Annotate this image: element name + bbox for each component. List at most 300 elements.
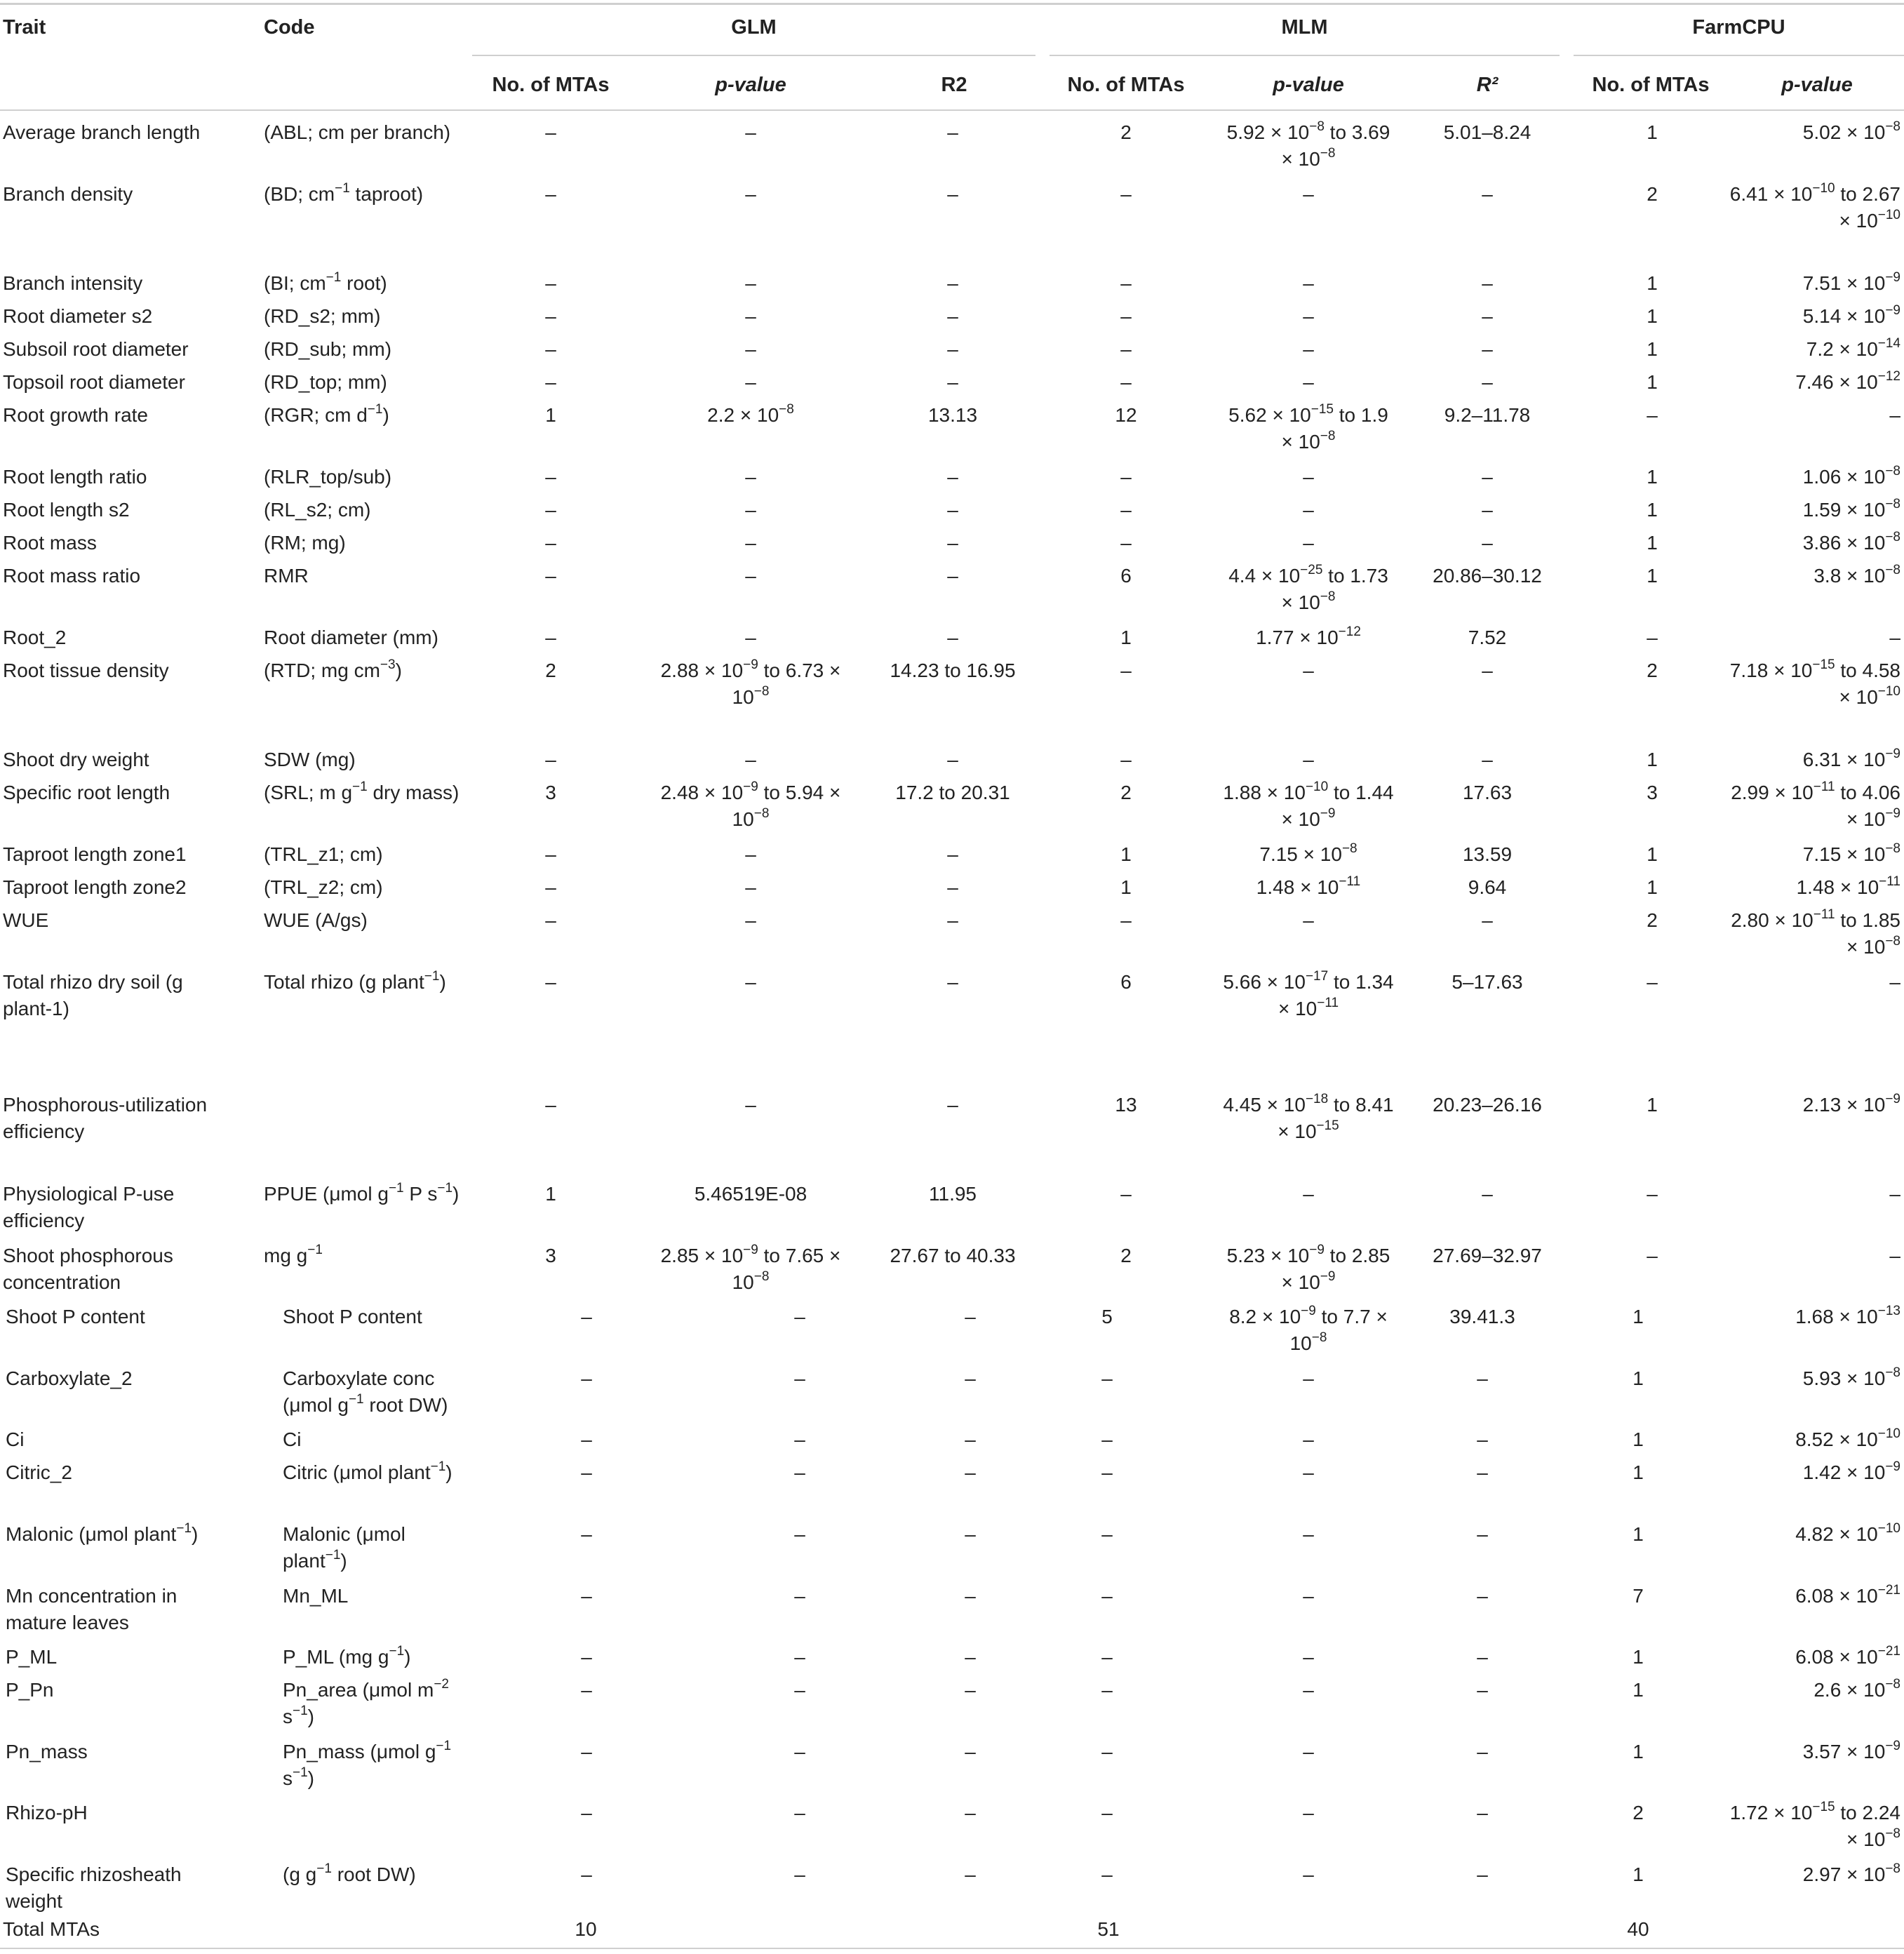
cell-glm-r: – xyxy=(947,909,958,931)
cell-glm-n: – xyxy=(581,1863,592,1885)
cell-mlm-r: – xyxy=(1477,1741,1488,1762)
table-bottom-rule xyxy=(0,1948,1904,1949)
cell-glm-p: – xyxy=(745,272,756,294)
cell-glm-p: – xyxy=(794,1741,805,1762)
cell-glm-n: – xyxy=(581,1428,592,1450)
cell-trait: Physiological P-use efficiency xyxy=(3,1183,175,1231)
cell-glm-p: – xyxy=(794,1646,805,1668)
total-glm: 10 xyxy=(575,1918,597,1940)
cell-glm-r: – xyxy=(947,971,958,993)
cell-mlm-p: – xyxy=(1303,532,1314,554)
cell-mlm-n: – xyxy=(1120,749,1132,770)
cell-mlm-n: – xyxy=(1101,1523,1113,1545)
cell-trait: Taproot length zone2 xyxy=(3,876,187,898)
cell-glm-p: – xyxy=(745,371,756,393)
cell-mlm-p: $7.15 \times 10^{-8}$ xyxy=(1259,841,1357,865)
cell-code: Mn_ML xyxy=(283,1585,349,1607)
cell-farm-p: $2.80 \times 10^{-11}$ to $1.85 \times 10^{-8}$ xyxy=(1731,906,1900,958)
cell-farm-p: $2.6 \times 10^{-8}$ xyxy=(1814,1676,1900,1701)
cell-mlm-p: – xyxy=(1303,1523,1314,1545)
cell-glm-p: $2.88 \times 10^{-9}$ to $6.73 \times 10^{-8}$ xyxy=(660,657,841,708)
cell-farm-n: – xyxy=(1647,627,1658,648)
cell-farm-p: $6.08 \times 10^{-21}$ xyxy=(1795,1643,1900,1668)
header-glm-r2: R2 xyxy=(941,74,967,96)
total-mlm: 51 xyxy=(1097,1918,1120,1940)
cell-mlm-r: – xyxy=(1477,1367,1488,1389)
cell-mlm-p: – xyxy=(1303,499,1314,521)
cell-glm-r: – xyxy=(947,876,958,898)
cell-glm-r: 14.23 to 16.95 xyxy=(890,660,1016,681)
cell-glm-r: – xyxy=(965,1741,976,1762)
cell-mlm-p: – xyxy=(1303,1183,1314,1205)
cell-mlm-n: – xyxy=(1101,1646,1113,1668)
cell-glm-n: – xyxy=(581,1585,592,1607)
cell-farm-n: 1 xyxy=(1633,1428,1644,1450)
cell-mlm-p: $5.92 \times 10^{-8}$ to $3.69 \times 10^{-8}$ xyxy=(1226,119,1390,170)
cell-code: Pn_mass (μmol $g^{-1}$ $s^{-1}$) xyxy=(283,1738,452,1789)
cell-code: (RL_s2; cm) xyxy=(264,499,371,521)
cell-glm-r: – xyxy=(947,749,958,770)
cell-mlm-p: – xyxy=(1303,371,1314,393)
cell-farm-n: 1 xyxy=(1647,338,1658,360)
cell-trait: WUE xyxy=(3,909,49,931)
cell-farm-p: $8.52 \times 10^{-10}$ xyxy=(1795,1426,1900,1450)
cell-glm-r: – xyxy=(965,1585,976,1607)
cell-farm-p: $1.68 \times 10^{-13}$ xyxy=(1795,1303,1900,1327)
cell-glm-n: – xyxy=(545,909,556,931)
cell-glm-n: – xyxy=(581,1306,592,1327)
cell-glm-n: – xyxy=(545,499,556,521)
cell-trait: Ci xyxy=(6,1428,25,1450)
cell-code: RMR xyxy=(264,565,309,587)
cell-mlm-n: 5 xyxy=(1101,1306,1113,1327)
cell-mlm-p: – xyxy=(1303,466,1314,488)
cell-mlm-r: 13.59 xyxy=(1462,843,1513,865)
cell-glm-n: – xyxy=(545,272,556,294)
cell-farm-p: – xyxy=(1889,404,1900,426)
total-label: Total MTAs xyxy=(3,1918,100,1940)
cell-glm-p: – xyxy=(794,1461,805,1483)
cell-glm-p: – xyxy=(745,627,756,648)
cell-mlm-p: – xyxy=(1303,1461,1314,1483)
cell-trait: Shoot phosphorous concentration xyxy=(3,1245,173,1293)
cell-code: (RM; mg) xyxy=(264,532,346,554)
cell-glm-p: 5.46519E-08 xyxy=(694,1183,807,1205)
cell-glm-n: – xyxy=(545,627,556,648)
cell-mlm-n: – xyxy=(1120,272,1132,294)
cell-code: PPUE (μmol $g^{-1}$ P $s^{-1}$) xyxy=(264,1180,460,1205)
cell-code: Pn_area (μmol $m^{-2}$ $s^{-1}$) xyxy=(283,1676,449,1727)
cell-code: Citric (μmol plant$^{-1}$) xyxy=(283,1459,452,1483)
cell-glm-r: – xyxy=(947,183,958,205)
cell-glm-n: – xyxy=(581,1461,592,1483)
cell-code: (ABL; cm per branch) xyxy=(264,121,451,143)
cell-farm-p: – xyxy=(1889,971,1900,993)
cell-farm-p: $7.46 \times 10^{-12}$ xyxy=(1795,368,1900,393)
header-trait: Trait xyxy=(3,16,46,39)
cell-code: (BD; $cm^{-1}$ taproot) xyxy=(264,180,424,205)
cell-farm-p: $2.99 \times 10^{-11}$ to $4.06 \times 10^{-9}$ xyxy=(1731,779,1900,830)
cell-mlm-r: – xyxy=(1477,1428,1488,1450)
cell-glm-r: – xyxy=(947,565,958,587)
cell-farm-n: 1 xyxy=(1633,1523,1644,1545)
cell-glm-n: – xyxy=(581,1523,592,1545)
cell-farm-n: 1 xyxy=(1647,532,1658,554)
cell-mlm-n: 1 xyxy=(1120,843,1132,865)
cell-glm-n: – xyxy=(581,1367,592,1389)
cell-farm-p: $5.14 \times 10^{-9}$ xyxy=(1802,302,1900,327)
cell-glm-r: 11.95 xyxy=(929,1183,977,1205)
cell-trait: Phosphorous-utilization efficiency xyxy=(3,1094,208,1142)
cell-farm-p: $5.02 \times 10^{-8}$ xyxy=(1802,119,1900,143)
cell-mlm-n: – xyxy=(1120,499,1132,521)
cell-farm-n: – xyxy=(1647,971,1658,993)
cell-farm-p: $7.51 \times 10^{-9}$ xyxy=(1802,269,1900,294)
cell-mlm-p: – xyxy=(1303,305,1314,327)
cell-glm-n: – xyxy=(545,305,556,327)
cell-glm-p: – xyxy=(745,971,756,993)
cell-glm-n: 3 xyxy=(545,782,556,803)
cell-mlm-r: 7.52 xyxy=(1468,627,1507,648)
header-farmcpu-mtas: No. of MTAs xyxy=(1592,74,1710,96)
cell-trait: Rhizo-pH xyxy=(6,1802,88,1823)
cell-glm-n: 1 xyxy=(545,1183,556,1205)
cell-farm-p: $3.8 \times 10^{-8}$ xyxy=(1814,562,1900,587)
cell-farm-n: 1 xyxy=(1633,1863,1644,1885)
cell-mlm-n: – xyxy=(1101,1679,1113,1701)
cell-glm-r: 27.67 to 40.33 xyxy=(890,1245,1016,1266)
cell-glm-r: – xyxy=(965,1428,976,1450)
cell-code: WUE (A/gs) xyxy=(264,909,368,931)
cell-mlm-n: 12 xyxy=(1115,404,1137,426)
cell-code: (RTD; mg $cm^{-3}$) xyxy=(264,657,402,681)
cell-mlm-r: – xyxy=(1482,371,1493,393)
cell-farm-n: 2 xyxy=(1633,1802,1644,1823)
header-farmcpu-pvalue: p-value xyxy=(1781,74,1853,96)
cell-code: Root diameter (mm) xyxy=(264,627,438,648)
cell-trait: Branch density xyxy=(3,183,133,205)
cell-glm-r: – xyxy=(965,1523,976,1545)
cell-glm-p: $2.48 \times 10^{-9}$ to $5.94 \times 10^{-8}$ xyxy=(660,779,841,830)
cell-trait: Specific rhizosheath weight xyxy=(6,1863,182,1912)
header-glm-mtas: No. of MTAs xyxy=(492,74,610,96)
cell-trait: Root tissue density xyxy=(3,660,169,681)
mlm-group-rule xyxy=(1050,55,1560,56)
cell-glm-n: – xyxy=(545,971,556,993)
cell-glm-n: 1 xyxy=(545,404,556,426)
cell-mlm-r: – xyxy=(1477,1585,1488,1607)
cell-trait: Pn_mass xyxy=(6,1741,88,1762)
cell-glm-r: – xyxy=(947,1094,958,1116)
cell-mlm-r: – xyxy=(1477,1523,1488,1545)
cell-glm-r: – xyxy=(965,1461,976,1483)
cell-mlm-p: $1.48 \times 10^{-11}$ xyxy=(1256,874,1361,898)
glm-group-rule xyxy=(472,55,1035,56)
cell-glm-r: – xyxy=(947,627,958,648)
cell-farm-n: 7 xyxy=(1633,1585,1644,1607)
cell-mlm-n: – xyxy=(1120,532,1132,554)
cell-farm-p: – xyxy=(1889,627,1900,648)
cell-mlm-p: – xyxy=(1303,660,1314,681)
cell-mlm-r: – xyxy=(1482,499,1493,521)
cell-mlm-n: 1 xyxy=(1120,627,1132,648)
cell-code: (TRL_z2; cm) xyxy=(264,876,383,898)
cell-mlm-n: 2 xyxy=(1120,121,1132,143)
cell-farm-n: 2 xyxy=(1647,909,1658,931)
cell-mlm-p: – xyxy=(1303,1863,1314,1885)
cell-glm-p: $2.85 \times 10^{-9}$ to $7.65 \times 10^{-8}$ xyxy=(660,1242,841,1293)
cell-trait: Root mass ratio xyxy=(3,565,141,587)
cell-code: (TRL_z1; cm) xyxy=(264,843,383,865)
cell-trait: P_Pn xyxy=(6,1679,54,1701)
cell-glm-n: – xyxy=(545,749,556,770)
cell-farm-n: 1 xyxy=(1647,272,1658,294)
cell-code: (BI; $cm^{-1}$ root) xyxy=(264,269,387,294)
cell-farm-n: 1 xyxy=(1633,1741,1644,1762)
cell-mlm-r: 20.23–26.16 xyxy=(1433,1094,1542,1116)
cell-mlm-r: 5–17.63 xyxy=(1452,971,1523,993)
cell-glm-p: – xyxy=(794,1679,805,1701)
cell-glm-n: – xyxy=(581,1802,592,1823)
cell-glm-r: – xyxy=(947,338,958,360)
cell-mlm-n: – xyxy=(1101,1741,1113,1762)
cell-code: P_ML (mg $g^{-1}$) xyxy=(283,1643,411,1668)
cell-mlm-p: – xyxy=(1303,909,1314,931)
cell-glm-n: – xyxy=(545,121,556,143)
cell-mlm-p: – xyxy=(1303,1585,1314,1607)
cell-glm-p: – xyxy=(745,466,756,488)
cell-mlm-n: 6 xyxy=(1120,565,1132,587)
cell-mlm-r: 20.86–30.12 xyxy=(1433,565,1542,587)
cell-mlm-n: – xyxy=(1120,305,1132,327)
cell-mlm-n: 6 xyxy=(1120,971,1132,993)
cell-mlm-p: – xyxy=(1303,1367,1314,1389)
cell-glm-p: – xyxy=(745,843,756,865)
cell-mlm-n: – xyxy=(1101,1802,1113,1823)
cell-trait: Malonic (μmol plant$^{-1}$) xyxy=(6,1520,199,1545)
cell-mlm-n: 1 xyxy=(1120,876,1132,898)
cell-mlm-n: 2 xyxy=(1120,1245,1132,1266)
header-code: Code xyxy=(264,16,315,39)
header-mlm-mtas: No. of MTAs xyxy=(1067,74,1185,96)
cell-farm-n: – xyxy=(1647,404,1658,426)
cell-mlm-r: – xyxy=(1482,1183,1493,1205)
cell-mlm-n: – xyxy=(1101,1428,1113,1450)
cell-mlm-n: – xyxy=(1120,1183,1132,1205)
cell-farm-p: $1.42 \times 10^{-9}$ xyxy=(1802,1459,1900,1483)
cell-mlm-r: – xyxy=(1482,305,1493,327)
total-farmcpu: 40 xyxy=(1627,1918,1649,1940)
cell-trait: Subsoil root diameter xyxy=(3,338,189,360)
cell-mlm-p: – xyxy=(1303,1646,1314,1668)
cell-farm-n: 1 xyxy=(1633,1306,1644,1327)
cell-mlm-r: 9.2–11.78 xyxy=(1444,404,1531,426)
cell-glm-n: – xyxy=(545,1094,556,1116)
cell-mlm-n: – xyxy=(1120,466,1132,488)
cell-mlm-n: – xyxy=(1120,338,1132,360)
header-farmcpu: FarmCPU xyxy=(1692,16,1785,39)
cell-farm-p: $7.18 \times 10^{-15}$ to $4.58 \times 10^{-10}$ xyxy=(1729,657,1900,708)
cell-mlm-p: – xyxy=(1303,1679,1314,1701)
cell-mlm-n: – xyxy=(1120,660,1132,681)
cell-code: Shoot P content xyxy=(283,1306,422,1327)
cell-code: (RGR; cm $d^{-1}$) xyxy=(264,401,389,426)
cell-mlm-n: – xyxy=(1101,1585,1113,1607)
cell-trait: Root mass xyxy=(3,532,97,554)
cell-farm-p: $2.97 \times 10^{-8}$ xyxy=(1802,1861,1900,1885)
cell-mlm-n: 2 xyxy=(1120,782,1132,803)
cell-mlm-p: – xyxy=(1303,183,1314,205)
cell-mlm-r: 9.64 xyxy=(1468,876,1507,898)
cell-farm-p: $3.86 \times 10^{-8}$ xyxy=(1802,529,1900,554)
cell-farm-p: $7.15 \times 10^{-8}$ xyxy=(1802,841,1900,865)
cell-mlm-r: – xyxy=(1482,660,1493,681)
cell-farm-n: 1 xyxy=(1633,1461,1644,1483)
cell-trait: Specific root length xyxy=(3,782,170,803)
cell-trait: Root growth rate xyxy=(3,404,148,426)
cell-mlm-n: – xyxy=(1101,1461,1113,1483)
cell-farm-p: $1.06 \times 10^{-8}$ xyxy=(1802,463,1900,488)
cell-code: (SRL; m $g^{-1}$ dry mass) xyxy=(264,779,460,803)
cell-glm-p: – xyxy=(794,1523,805,1545)
cell-farm-p: – xyxy=(1889,1245,1900,1266)
cell-code: Total rhizo (g plant$^{-1}$) xyxy=(264,968,446,993)
cell-trait: Root length s2 xyxy=(3,499,130,521)
cell-trait: Total rhizo dry soil (g plant-1) xyxy=(3,971,183,1019)
cell-glm-p: – xyxy=(745,499,756,521)
cell-mlm-p: $8.2 \times 10^{-9}$ to $7.7 \times 10^{-8}$ xyxy=(1229,1303,1388,1354)
cell-glm-r: – xyxy=(947,843,958,865)
cell-glm-r: – xyxy=(965,1802,976,1823)
cell-farm-p: $7.2 \times 10^{-14}$ xyxy=(1806,335,1900,360)
cell-glm-n: – xyxy=(545,371,556,393)
cell-farm-n: 3 xyxy=(1647,782,1658,803)
cell-mlm-r: 17.63 xyxy=(1462,782,1513,803)
cell-glm-p: – xyxy=(794,1428,805,1450)
cell-glm-p: $2.2 \times 10^{-8}$ xyxy=(707,401,794,426)
cell-glm-n: – xyxy=(545,565,556,587)
cell-mlm-p: $4.4 \times 10^{-25}$ to $1.73 \times 10^{-8}$ xyxy=(1228,562,1388,613)
cell-glm-r: – xyxy=(965,1646,976,1668)
cell-mlm-r: 27.69–32.97 xyxy=(1433,1245,1542,1266)
cell-mlm-p: $5.66 \times 10^{-17}$ to $1.34 \times 10^{-11}$ xyxy=(1223,968,1394,1019)
cell-glm-p: – xyxy=(794,1863,805,1885)
table-top-rule xyxy=(0,3,1904,5)
cell-farm-n: – xyxy=(1647,1245,1658,1266)
cell-mlm-n: – xyxy=(1120,371,1132,393)
cell-glm-p: – xyxy=(745,532,756,554)
cell-trait: Average branch length xyxy=(3,121,201,143)
cell-mlm-n: – xyxy=(1101,1863,1113,1885)
cell-glm-p: – xyxy=(794,1585,805,1607)
cell-glm-r: – xyxy=(947,121,958,143)
header-mlm: MLM xyxy=(1281,16,1328,39)
cell-trait: Root length ratio xyxy=(3,466,147,488)
cell-mlm-r: – xyxy=(1477,1646,1488,1668)
cell-farm-n: 1 xyxy=(1647,843,1658,865)
cell-code: (g $g^{-1}$ root DW) xyxy=(283,1861,416,1885)
cell-mlm-n: – xyxy=(1120,183,1132,205)
cell-farm-p: $5.93 \times 10^{-8}$ xyxy=(1802,1365,1900,1389)
cell-trait: Root diameter s2 xyxy=(3,305,153,327)
cell-trait: Mn concentration in mature leaves xyxy=(6,1585,177,1633)
cell-mlm-p: – xyxy=(1303,749,1314,770)
cell-farm-p: $1.72 \times 10^{-15}$ to $2.24 \times 10^{-8}$ xyxy=(1729,1799,1900,1850)
cell-glm-r: – xyxy=(947,305,958,327)
cell-glm-n: – xyxy=(581,1646,592,1668)
cell-glm-r: 17.2 to 20.31 xyxy=(895,782,1010,803)
cell-code: (RLR_top/sub) xyxy=(264,466,392,488)
cell-mlm-p: – xyxy=(1303,1802,1314,1823)
cell-glm-p: – xyxy=(745,909,756,931)
cell-code: Carboxylate conc (μmol $g^{-1}$ root DW) xyxy=(283,1367,448,1416)
cell-glm-p: – xyxy=(745,183,756,205)
cell-glm-r: – xyxy=(947,499,958,521)
cell-farm-p: $2.13 \times 10^{-9}$ xyxy=(1802,1091,1900,1116)
cell-glm-p: – xyxy=(745,305,756,327)
cell-glm-n: – xyxy=(545,466,556,488)
cell-farm-p: $6.08 \times 10^{-21}$ xyxy=(1795,1582,1900,1607)
cell-farm-p: $3.57 \times 10^{-9}$ xyxy=(1802,1738,1900,1762)
cell-glm-r: – xyxy=(965,1367,976,1389)
cell-code: Malonic (μmol plant$^{-1}$) xyxy=(283,1523,405,1572)
cell-farm-p: $1.48 \times 10^{-11}$ xyxy=(1796,874,1900,898)
cell-mlm-n: 13 xyxy=(1115,1094,1137,1116)
cell-mlm-p: – xyxy=(1303,272,1314,294)
cell-trait: Citric_2 xyxy=(6,1461,72,1483)
cell-farm-n: 1 xyxy=(1633,1679,1644,1701)
cell-glm-r: – xyxy=(947,371,958,393)
cell-glm-p: – xyxy=(794,1802,805,1823)
cell-glm-n: – xyxy=(581,1741,592,1762)
cell-trait: Topsoil root diameter xyxy=(3,371,185,393)
header-glm: GLM xyxy=(731,16,777,39)
cell-farm-n: 1 xyxy=(1633,1367,1644,1389)
cell-farm-p: $6.31 \times 10^{-9}$ xyxy=(1802,746,1900,770)
cell-mlm-p: $1.77 \times 10^{-12}$ xyxy=(1256,624,1361,648)
cell-mlm-r: – xyxy=(1477,1679,1488,1701)
header-bottom-rule xyxy=(0,109,1904,111)
cell-farm-n: 1 xyxy=(1633,1646,1644,1668)
cell-farm-n: 1 xyxy=(1647,565,1658,587)
cell-mlm-r: – xyxy=(1482,183,1493,205)
cell-farm-n: 2 xyxy=(1647,183,1658,205)
cell-glm-p: – xyxy=(745,121,756,143)
cell-mlm-p: $4.45 \times 10^{-18}$ to $8.41 \times 10^{-15}$ xyxy=(1223,1091,1394,1142)
cell-code: (RD_top; mm) xyxy=(264,371,387,393)
cell-farm-p: $1.59 \times 10^{-8}$ xyxy=(1802,496,1900,521)
cell-glm-n: – xyxy=(545,183,556,205)
cell-trait: P_ML xyxy=(6,1646,58,1668)
cell-farm-n: 1 xyxy=(1647,121,1658,143)
cell-glm-n: – xyxy=(545,338,556,360)
cell-glm-r: – xyxy=(947,466,958,488)
cell-glm-n: 2 xyxy=(545,660,556,681)
cell-code: (RD_s2; mm) xyxy=(264,305,381,327)
cell-mlm-r: – xyxy=(1482,909,1493,931)
cell-glm-n: – xyxy=(545,843,556,865)
cell-mlm-r: – xyxy=(1482,532,1493,554)
cell-farm-n: 1 xyxy=(1647,466,1658,488)
cell-glm-r: – xyxy=(947,532,958,554)
cell-mlm-r: – xyxy=(1477,1863,1488,1885)
cell-farm-n: 1 xyxy=(1647,876,1658,898)
cell-trait: Carboxylate_2 xyxy=(6,1367,133,1389)
cell-trait: Shoot P content xyxy=(6,1306,145,1327)
header-mlm-pvalue: p-value xyxy=(1273,74,1344,96)
cell-glm-p: – xyxy=(745,1094,756,1116)
cell-mlm-p: – xyxy=(1303,1741,1314,1762)
